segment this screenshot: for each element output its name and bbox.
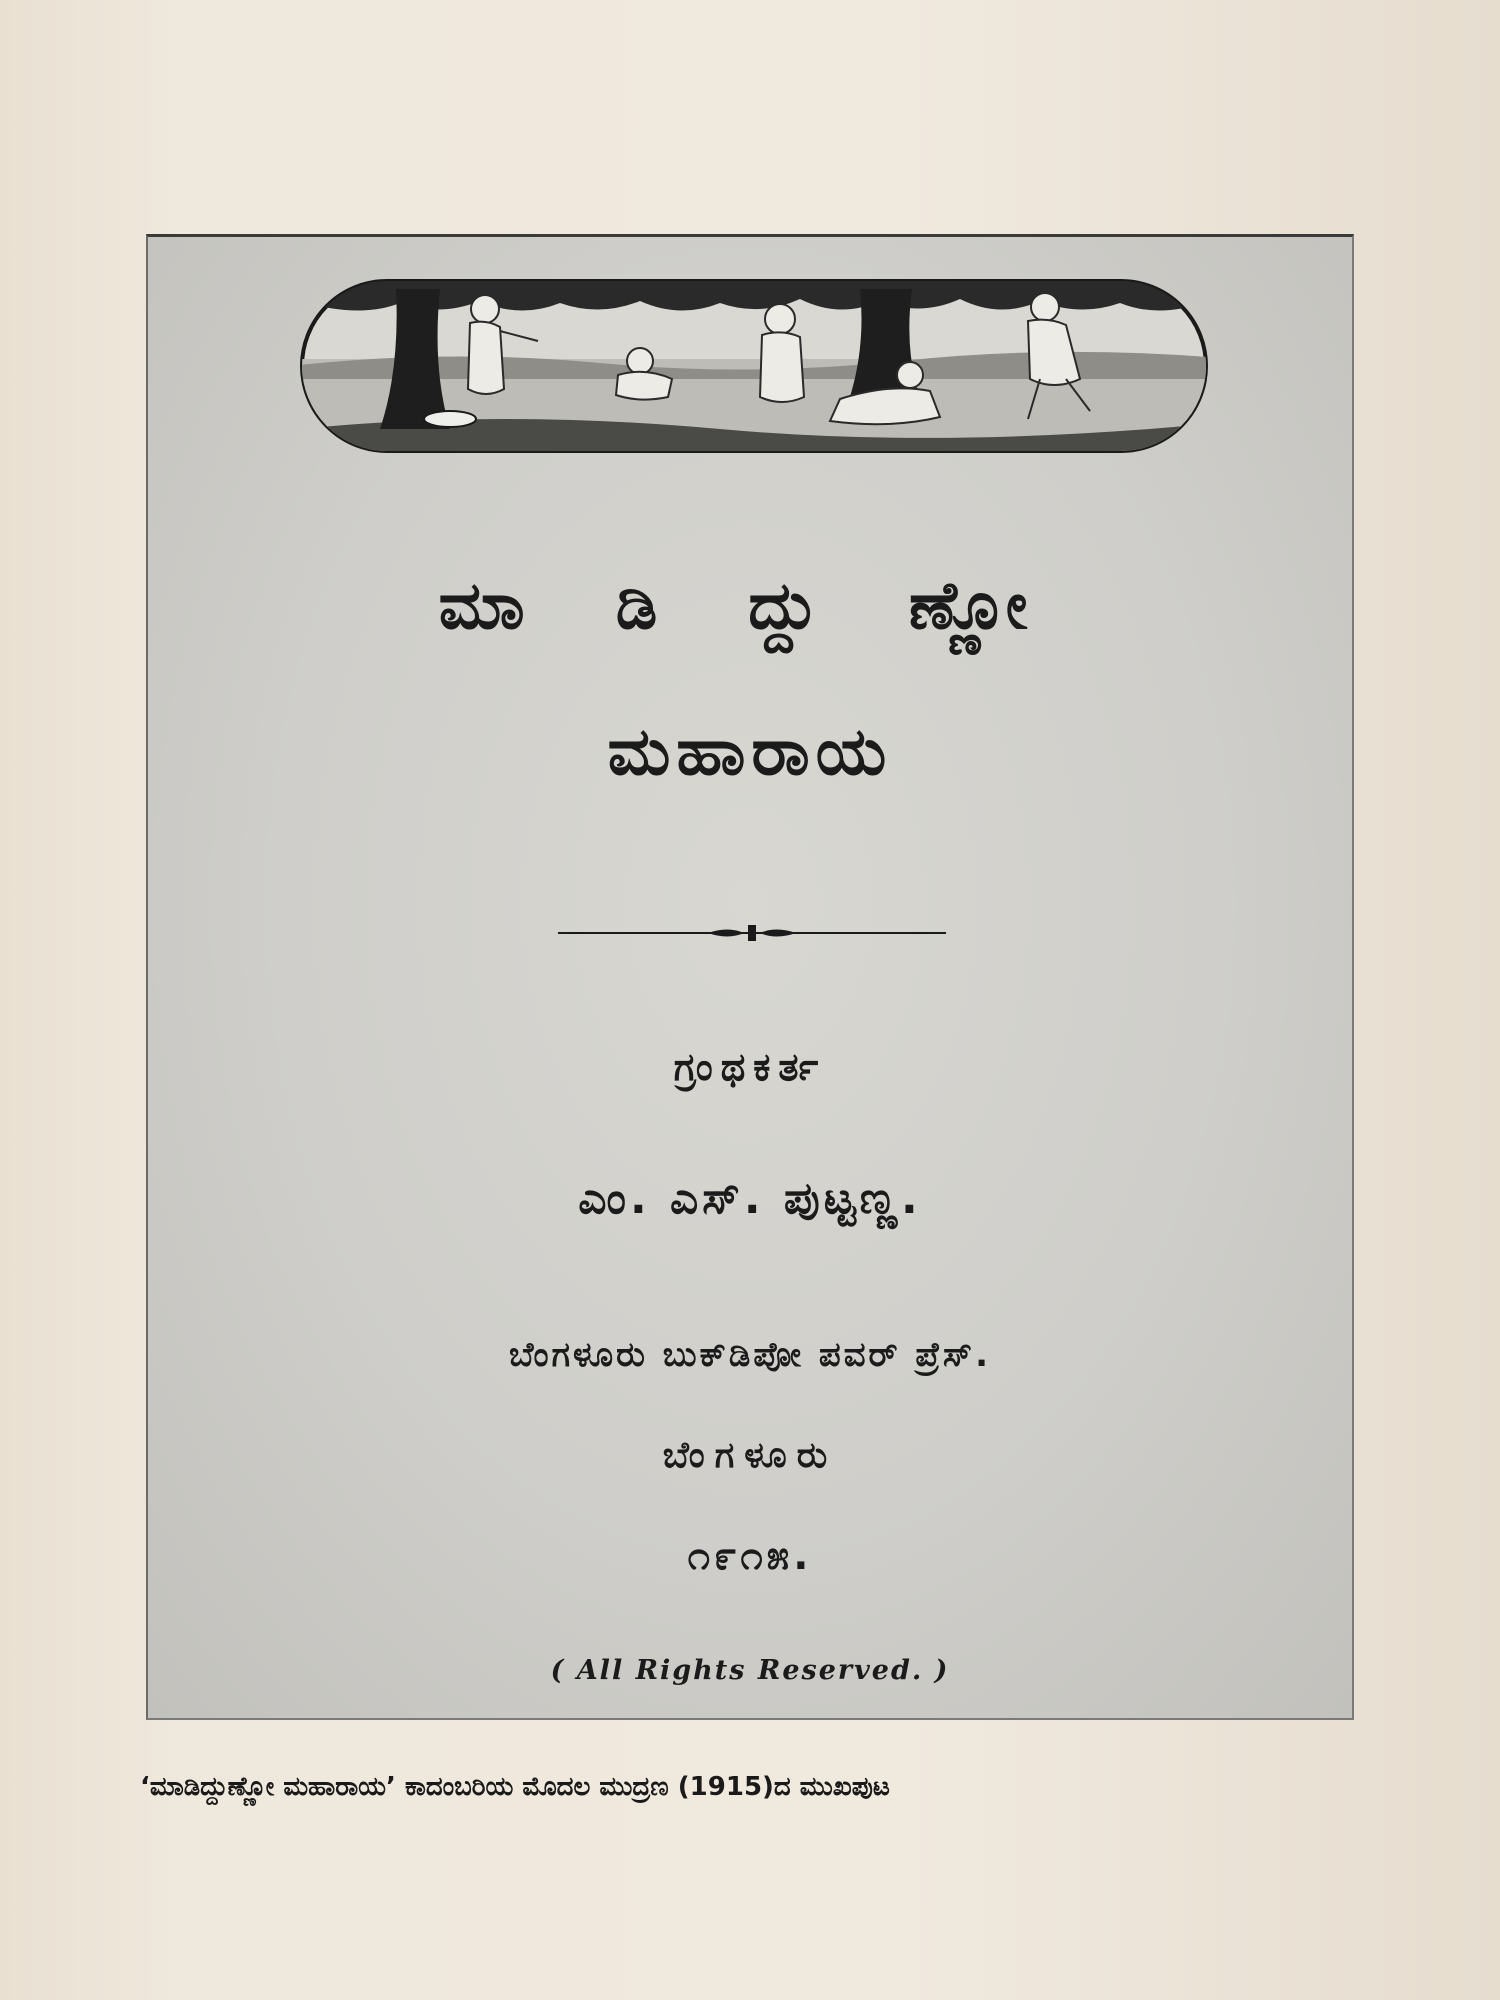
all-rights-reserved: ( All Rights Reserved. ) — [550, 1655, 950, 1686]
publisher-line: ಬೆಂಗಳೂರು ಬುಕ್‌ಡಿಪೋ ಪವರ್ ಪ್ರೆಸ್. — [508, 1335, 992, 1375]
ornamental-rule — [558, 921, 946, 945]
title-page-plate — [146, 234, 1354, 1720]
book-title-line-2: ಮಹಾರಾಯ — [607, 713, 893, 790]
author-name: ಎಂ. ಎಸ್. ಪುಟ್ಟಣ್ಣ. — [578, 1173, 922, 1224]
book-title-line-1: ಮಾ ಡಿ ದ್ದು ಣ್ಣೋ — [438, 567, 1062, 644]
author-label: ಗ್ರಂಥಕರ್ತ — [673, 1045, 827, 1089]
figure-caption: ‘ಮಾಡಿದ್ದುಣ್ಣೋ ಮಹಾರಾಯ’ ಕಾದಂಬರಿಯ ಮೊದಲ ಮುದ್ರಣ (1915)ದ ಮುಖಪುಟ — [140, 1772, 890, 1802]
year-line: ೧೯೧೫. — [687, 1533, 813, 1579]
city-line: ಬೆಂಗಳೂರು — [662, 1435, 838, 1476]
cherubs-vignette-illustration — [300, 279, 1208, 453]
